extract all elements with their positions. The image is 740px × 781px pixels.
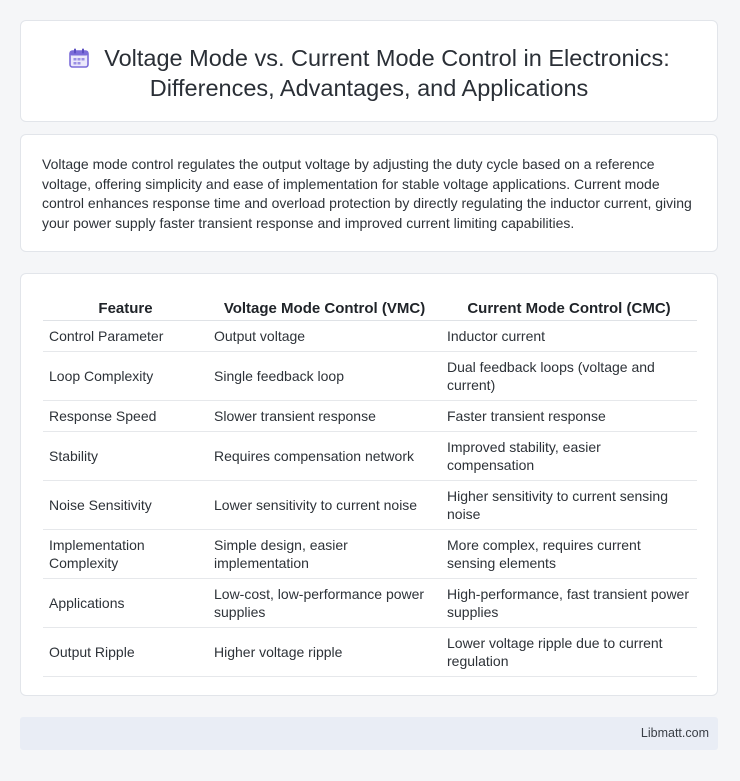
table-row <box>43 321 697 352</box>
cell-feature: Output Ripple <box>43 628 208 677</box>
cell-vmc: Lower sensitivity to current noise <box>208 481 441 530</box>
cell-vmc: Low-cost, low-performance power supplies <box>208 579 441 628</box>
header-feature: Feature <box>43 296 208 321</box>
cell-vmc: Single feedback loop <box>208 352 441 401</box>
table-row <box>43 579 697 628</box>
cell-cmc: Faster transient response <box>441 401 697 432</box>
cell-cmc: More complex, requires current sensing elements <box>441 530 697 579</box>
cell-vmc: Simple design, easier implementation <box>208 530 441 579</box>
table-header-row <box>43 296 697 321</box>
cell-feature: Loop Complexity <box>43 352 208 401</box>
comparison-card <box>20 273 718 696</box>
cell-vmc: Output voltage <box>208 321 441 352</box>
intro-paragraph: Voltage mode control regulates the output voltage by adjusting the duty cycle based on a reference voltage, offering simplicity and ease of implementation for stable voltage applications. Current mode control enhances response time and overload protection by directly regulating the inductor current, giving your power supply faster transient response and improved current limiting capabilities. <box>42 156 692 231</box>
footer-bar <box>20 717 718 750</box>
cell-feature: Response Speed <box>43 401 208 432</box>
title-card <box>20 20 718 122</box>
header-cmc: Current Mode Control (CMC) <box>441 296 697 321</box>
cell-vmc: Requires compensation network <box>208 432 441 481</box>
cell-cmc: High-performance, fast transient power supplies <box>441 579 697 628</box>
table-row <box>43 432 697 481</box>
calendar-icon <box>68 47 90 69</box>
title-line-2: Differences, Advantages, and Applications <box>149 75 589 101</box>
table-row <box>43 481 697 530</box>
comparison-table <box>43 296 697 677</box>
intro-card <box>20 134 718 252</box>
cell-vmc: Slower transient response <box>208 401 441 432</box>
cell-cmc: Improved stability, easier compensation <box>441 432 697 481</box>
table-row <box>43 628 697 677</box>
cell-cmc: Dual feedback loops (voltage and current) <box>441 352 697 401</box>
cell-feature: Control Parameter <box>43 321 208 352</box>
cell-vmc: Higher voltage ripple <box>208 628 441 677</box>
cell-feature: Applications <box>43 579 208 628</box>
table-row <box>43 401 697 432</box>
table-row <box>43 352 697 401</box>
page-title <box>21 43 717 103</box>
cell-feature: Stability <box>43 432 208 481</box>
cell-cmc: Lower voltage ripple due to current regulation <box>441 628 697 677</box>
title-line-1: Voltage Mode vs. Current Mode Control in Electronics: <box>104 45 670 71</box>
table-row <box>43 530 697 579</box>
cell-cmc: Inductor current <box>441 321 697 352</box>
cell-feature: Implementation Complexity <box>43 530 208 579</box>
header-vmc: Voltage Mode Control (VMC) <box>208 296 441 321</box>
cell-feature: Noise Sensitivity <box>43 481 208 530</box>
footer-site-link[interactable]: Libmatt.com <box>640 726 709 740</box>
cell-cmc: Higher sensitivity to current sensing noise <box>441 481 697 530</box>
